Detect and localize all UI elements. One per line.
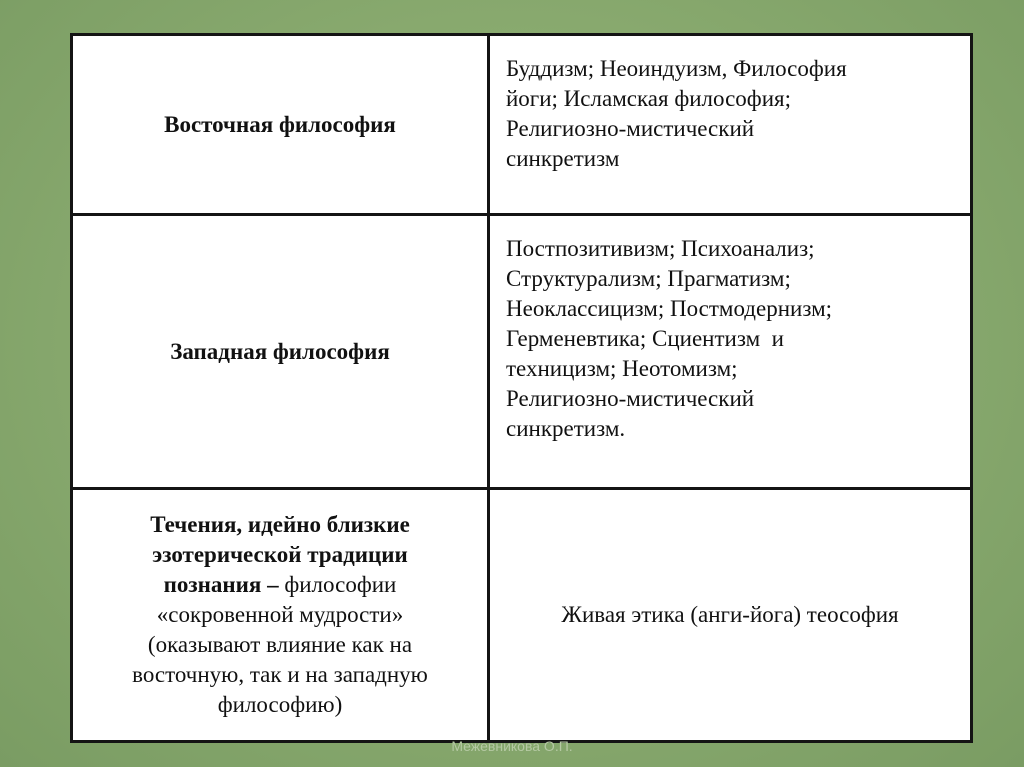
esoteric-normal-line: восточную, так и на западную	[132, 662, 428, 687]
esoteric-bold-line: Течения, идейно близкие	[150, 512, 410, 537]
esoteric-line: Живая этика (анги-йога) теософия	[561, 602, 899, 627]
eastern-line: Буддизм; Неоиндуизм, Философия	[506, 56, 847, 81]
cell-esoteric-list	[489, 489, 972, 742]
western-line: техницизм; Неотомизм;	[506, 356, 738, 381]
philosophy-table	[70, 33, 973, 743]
cell-eastern-list	[489, 35, 972, 215]
cell-esoteric-title	[72, 489, 489, 742]
esoteric-normal-line: «сокровенной мудрости»	[156, 602, 404, 627]
table-row-western	[72, 215, 972, 489]
eastern-title-text: Восточная философия	[164, 111, 396, 137]
cell-western-list	[489, 215, 972, 489]
esoteric-normal-part: философии	[278, 572, 397, 597]
esoteric-normal-line: (оказывают влияние как на	[147, 632, 413, 657]
esoteric-normal-line: философию)	[217, 692, 343, 717]
esoteric-bold-part: познания –	[163, 572, 279, 597]
eastern-line: синкретизм	[506, 146, 620, 171]
table-row-eastern	[72, 35, 972, 215]
table-row-esoteric	[72, 489, 972, 742]
western-line: Постпозитивизм; Психоанализ;	[506, 236, 815, 261]
esoteric-mixed-line	[89, 570, 471, 600]
footer-author: Межевникова О.П.	[451, 738, 573, 754]
western-line: Неоклассицизм; Постмодернизм;	[506, 296, 833, 321]
western-line: синкретизм.	[506, 416, 626, 441]
eastern-line: йоги; Исламская философия;	[506, 86, 791, 111]
eastern-line: Религиозно-мистический	[506, 116, 755, 141]
western-title-text: Западная философия	[170, 338, 390, 364]
cell-eastern-title	[72, 35, 489, 215]
western-line: Религиозно-мистический	[506, 386, 755, 411]
western-line: Герменевтика; Сциентизм и	[506, 326, 784, 351]
esoteric-bold-line: эзотерической традиции	[152, 542, 408, 567]
cell-western-title	[72, 215, 489, 489]
western-line: Структурализм; Прагматизм;	[506, 266, 791, 291]
